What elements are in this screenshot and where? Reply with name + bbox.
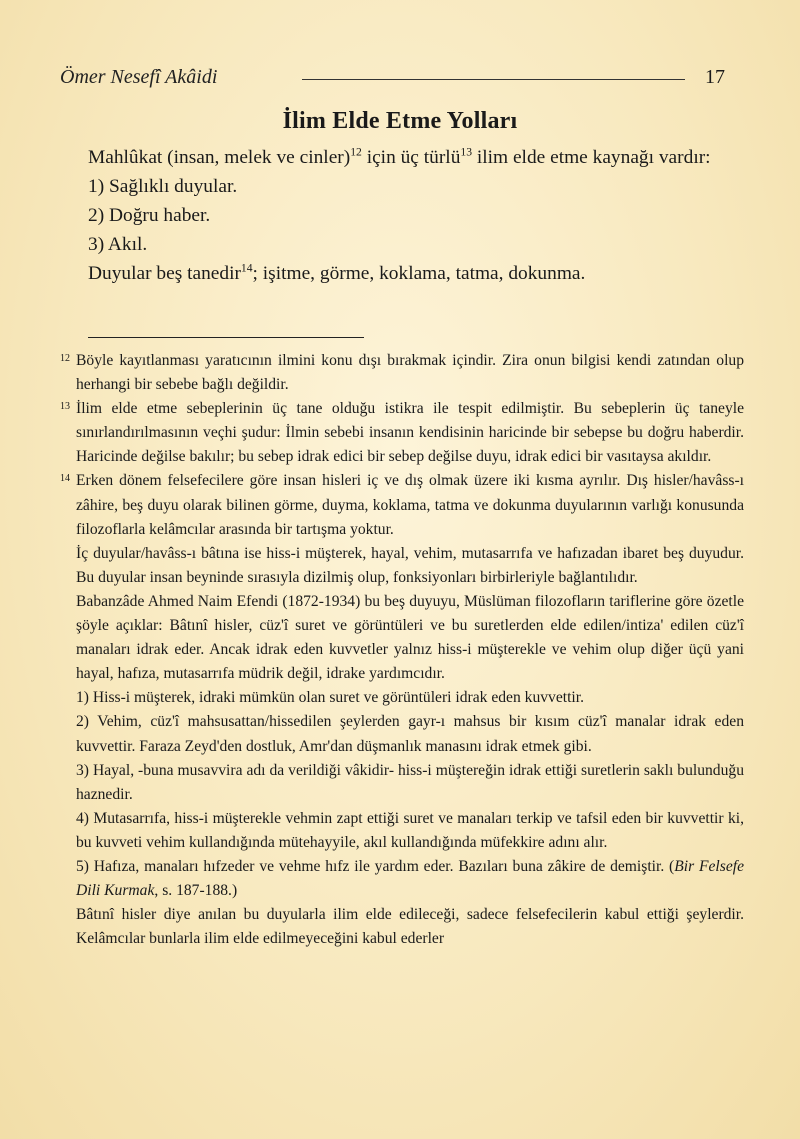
running-header	[60, 66, 725, 96]
footnote-paragraph: 4) Mutasarrıfa, hiss-i müşterekle vehmin zapt ettiği suret ve manaları terkip ve tafsil eden bir kuvvettir ki, bu kuvveti vehim kullandığında mütehayyile, akıl kullandığında müfekkire adını alır.	[76, 809, 744, 851]
footnote-paragraph: 2) Vehim, cüz'î mahsusattan/hissedilen şeylerden gayr-ı mahsus bir kısım cüz'î manalar idrak eden kuvvettir. Faraza Zeyd'den dostluk, Amr'dan düşmanlık manasını idrak etmek gibi.	[76, 713, 744, 755]
list-item: 1) Sağlıklı duyular.	[88, 176, 238, 197]
footnote-paragraph: 1) Hiss-i müşterek, idraki mümkün olan suret ve görüntüleri idrak eden kuvvettir.	[76, 689, 584, 707]
intro-paragraph: Mahlûkat (insan, melek ve cinler)$^{12}$ için üç türlü$^{13}$ ilim elde etme kaynağı vardır:	[88, 145, 711, 168]
footnotes	[60, 349, 744, 951]
footnote-mark: 14	[60, 473, 70, 485]
footnote-paragraph: Erken dönem felsefecilere göre insan hisleri iç ve dış olmak üzere iki kısma ayrılır. Dış hisler/havâss-ı zâhire, beş duyu olarak bilinen görme, duyma, koklama, tatma ve dokunma duyularının varlığı konusunda filozoflarla kelâmcılar arasında bir tartışma yoktur.	[76, 472, 744, 538]
page-number: 17	[705, 66, 725, 88]
senses-paragraph: Duyular beş tanedir$^{14}$; işitme, görme, koklama, tatma, dokunma.	[88, 261, 586, 284]
header-rule	[302, 79, 685, 80]
list-item: 2) Doğru haber.	[88, 205, 211, 226]
footnote-paragraph: 5) Hafıza, manaları hıfzeder ve vehme hıfz ile yardım eder. Bazıları buna zâkire de demiştir. (Bir Felsefe Dili Kurmak, s. 187-188.)	[76, 857, 744, 900]
list-item: 3) Akıl.	[88, 234, 148, 255]
footnote-ref-14: 14	[240, 261, 253, 275]
section-heading: İlim Elde Etme Yolları	[282, 108, 518, 134]
footnote-13	[60, 397, 744, 469]
footnote-12	[60, 349, 744, 397]
footnote-text: İlim elde etme sebeplerinin üç tane olduğu istikra ile tespit edilmiştir. Bu sebeplerin üç taneyle sınırlandırılmasının veçhi şudur: İlmin sebebi insanın kendisinin haricinde bir sebepse bu doğru haberdir. Haricinde değilse bakılır; bu sebep idrak edici bir sebep değilse duyu, idrak edici bir vasıtaysa akıldır.	[76, 400, 744, 466]
footnote-paragraph: İç duyular/havâss-ı bâtına ise hiss-i müşterek, hayal, vehim, mutasarrıfa ve hafızadan ibaret beş duyudur. Bu duyular insan beyninde sırasıyla dizilmiş olup, fonksiyonları birbirleriyle bağlantılıdır.	[76, 544, 744, 586]
footnote-paragraph: Bâtınî hisler diye anılan bu duyularla ilim elde edileceği, sadece felsefecilerin kabul ettiği şeylerdir. Kelâmcılar bunlarla ilim elde edilmeyeceğini kabul ederler	[76, 906, 744, 948]
footnote-mark: 12	[60, 353, 70, 364]
main-text	[60, 143, 744, 288]
footnote-separator	[88, 337, 364, 338]
footnote-ref-13: 13	[460, 145, 473, 159]
running-title: Ömer Nesefî Akâidi	[60, 66, 218, 88]
footnote-paragraph: 3) Hayal, -buna musavvira adı da verildiği vâkidir- hiss-i müştereğin idrak ettiği suretlerin saklı bulunduğu haznedir.	[76, 761, 744, 803]
footnote-text: Böyle kayıtlanması yaratıcının ilmini konu dışı bırakmak içindir. Zira onun bilgisi kendi zatından olup herhangi bir sebebe bağlı değildir.	[76, 352, 744, 394]
footnote-paragraph: Babanzâde Ahmed Naim Efendi (1872-1934) bu beş duyuyu, Müslüman filozofların tariflerine göre özetle şöyle açıklar: Bâtınî hisler, cüz'î suret ve görüntüleri ve bu suretlerden elde edilen/intiza' edilen cüz'î manaları idrak eder. Ancak idrak eden kuvvetler yalnız hiss-i müşterekle ve vehim olup diğer üçü yani hayal, hafıza, mutasarrıfa müdrik değil, idrake yardımcıdır.	[76, 592, 744, 683]
footnote-14	[60, 469, 744, 951]
footnote-ref-12: 12	[350, 145, 362, 159]
footnote-mark: 13	[60, 401, 70, 413]
cited-book-title: Bir Felsefe Dili Kurmak	[76, 857, 744, 900]
